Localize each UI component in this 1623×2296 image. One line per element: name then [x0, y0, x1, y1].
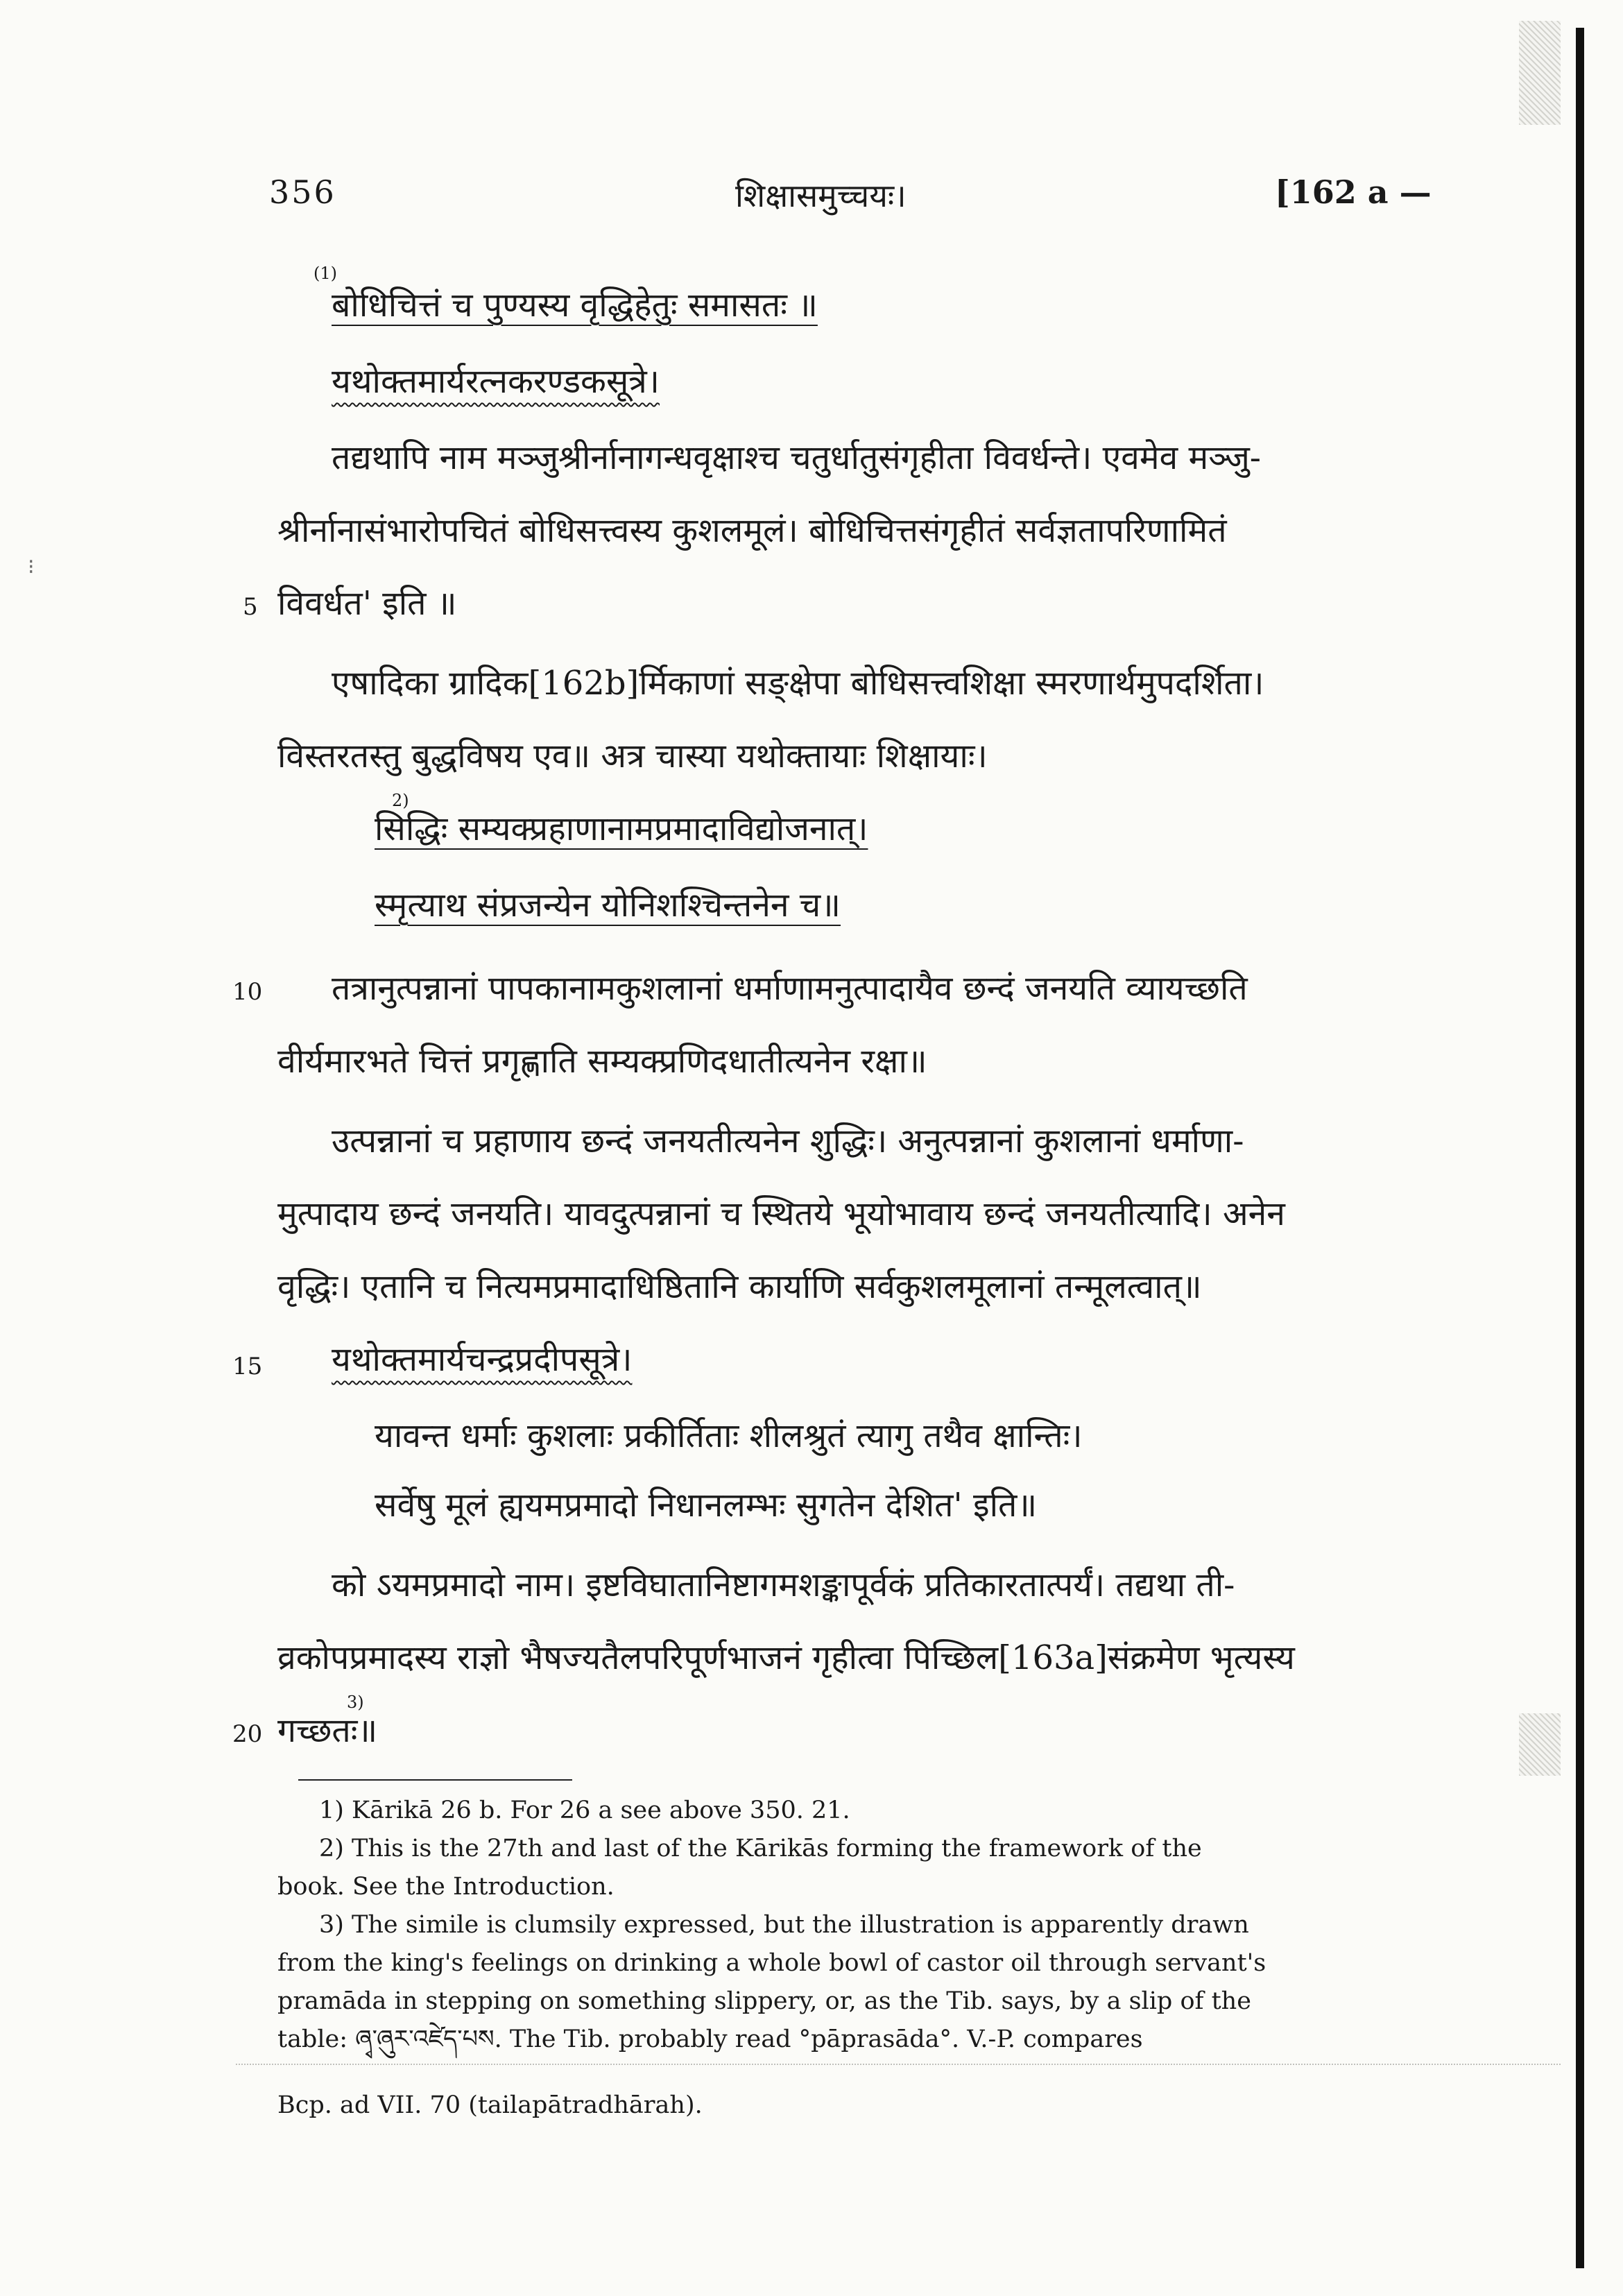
- text-line: वृद्धिः। एतानि च नित्यमप्रमादाधिष्ठितानि कार्याणि सर्वकुशलमूलानां तन्मूलत्वात्॥: [277, 1267, 1202, 1306]
- text-line: व्रकोपप्रमादस्य राज्ञो भैषज्यतैलपरिपूर्णभाजनं गृहीत्वा पिच्छिल[163a]संक्रमेण भृत्यस्य: [277, 1638, 1295, 1677]
- scan-speckle: [1519, 21, 1561, 125]
- page-bottom-rule: [236, 2064, 1561, 2065]
- text-line: [332, 361, 660, 402]
- margin-mark: ⁝: [28, 555, 35, 579]
- note-marker: (1): [314, 264, 337, 283]
- footnote: 3) The simile is clumsily expressed, but the illustration is apparently drawn: [319, 1911, 1249, 1939]
- page-number: 356: [269, 173, 336, 211]
- line-number: 5: [243, 593, 258, 621]
- text-line: विवर्धत' इति ॥: [277, 584, 457, 623]
- folio-reference: [162 a —: [1275, 173, 1432, 211]
- line-number: 20: [232, 1720, 263, 1748]
- footnote: Bcp. ad VII. 70 (tailapātradhārah).: [277, 2091, 703, 2119]
- running-title: शिक्षासमुच्चयः।: [735, 177, 907, 214]
- sutra-title: यथोक्तमार्यचन्द्रप्रदीपसूत्रे।: [332, 1340, 633, 1379]
- text-line: तत्रानुत्पन्नानां पापकानामकुशलानां धर्माणामनुत्पादायैव छन्दं जनयति व्यायच्छति: [332, 969, 1248, 1008]
- footnote: 2) This is the 27th and last of the Kārikās forming the framework of the: [319, 1835, 1202, 1862]
- text-line: उत्पन्नानां च प्रहाणाय छन्दं जनयतीत्यनेन शुद्धिः। अनुत्पन्नानां कुशलानां धर्माणा-: [332, 1122, 1244, 1160]
- text-line: को ऽयमप्रमादो नाम। इष्टविघातानिष्टागमशङ्कापूर्वकं प्रतिकारतात्पर्यं। तद्यथा ती-: [332, 1566, 1235, 1604]
- text-line: वीर्यमारभते चित्तं प्रगृह्णाति सम्यक्प्रणिदधातीत्यनेन रक्षा॥: [277, 1042, 927, 1081]
- text-line: श्रीर्नानासंभारोपचितं बोधिसत्त्वस्य कुशलमूलं। बोधिचित्तसंगृहीतं सर्वज्ञतापरिणामितं: [277, 511, 1227, 550]
- text-line: एषादिका ग्रादिक[162b]र्मिकाणां सङ्क्षेपा बोधिसत्त्वशिक्षा स्मरणार्थमुपदर्शिता।: [332, 664, 1264, 703]
- verse-line: सर्वेषु मूलं ह्ययमप्रमादो निधानलम्भः सुगतेन देशित' इति॥: [375, 1486, 1038, 1525]
- text-line: विस्तरतस्तु बुद्धविषय एव॥ अत्र चास्या यथोक्तायाः शिक्षायाः।: [277, 737, 988, 776]
- footnote: book. See the Introduction.: [277, 1873, 615, 1901]
- footnote: pramāda in stepping on something slippery, or, as the Tib. says, by a slip of the: [277, 1987, 1251, 2015]
- text-line: मुत्पादाय छन्दं जनयति। यावदुत्पन्नानां च स्थितये भूयोभावाय छन्दं जनयतीत्यादि। अनेन: [277, 1194, 1285, 1233]
- text-line: गच्छतः॥: [277, 1711, 378, 1750]
- footnote: from the king's feelings on drinking a whole bowl of castor oil through servant's: [277, 1949, 1266, 1977]
- line-number: 10: [232, 978, 263, 1006]
- text-line: [332, 1339, 632, 1380]
- verse-line: स्मृत्याथ संप्रजन्येन योनिशश्चिन्तनेन च॥: [375, 886, 841, 925]
- line-number: 15: [232, 1353, 263, 1380]
- text-line: तद्यथापि नाम मञ्जुश्रीर्नानागन्धवृक्षाश्च चतुर्धातुसंगृहीता विवर्धन्ते। एवमेव मञ्जु-: [332, 438, 1262, 477]
- note-marker: 2): [392, 791, 409, 810]
- footnote: table: ཞྭ་ཞུར་འཛེད་པས. The Tib. probably read °pāprasāda°. V.-P. compares: [277, 2025, 1143, 2053]
- scan-speckle: [1519, 1713, 1561, 1776]
- sutra-title: यथोक्तमार्यरत्नकरण्डकसूत्रे।: [332, 362, 660, 401]
- footnote: 1) Kārikā 26 b. For 26 a see above 350. 21.: [319, 1797, 850, 1824]
- footnote-rule: [298, 1779, 572, 1781]
- page-edge: [1576, 28, 1584, 2268]
- verse-line: बोधिचित्तं च पुण्यस्य वृद्धिहेतुः समासतः ॥: [332, 286, 818, 325]
- note-marker: 3): [347, 1693, 364, 1712]
- verse-line: यावन्त धर्माः कुशलाः प्रकीर्तिताः शीलश्रुतं त्यागु तथैव क्षान्तिः।: [375, 1416, 1083, 1455]
- verse-line: सिद्धिः सम्यक्प्रहाणानामप्रमादाविद्योजनात्।: [375, 809, 868, 848]
